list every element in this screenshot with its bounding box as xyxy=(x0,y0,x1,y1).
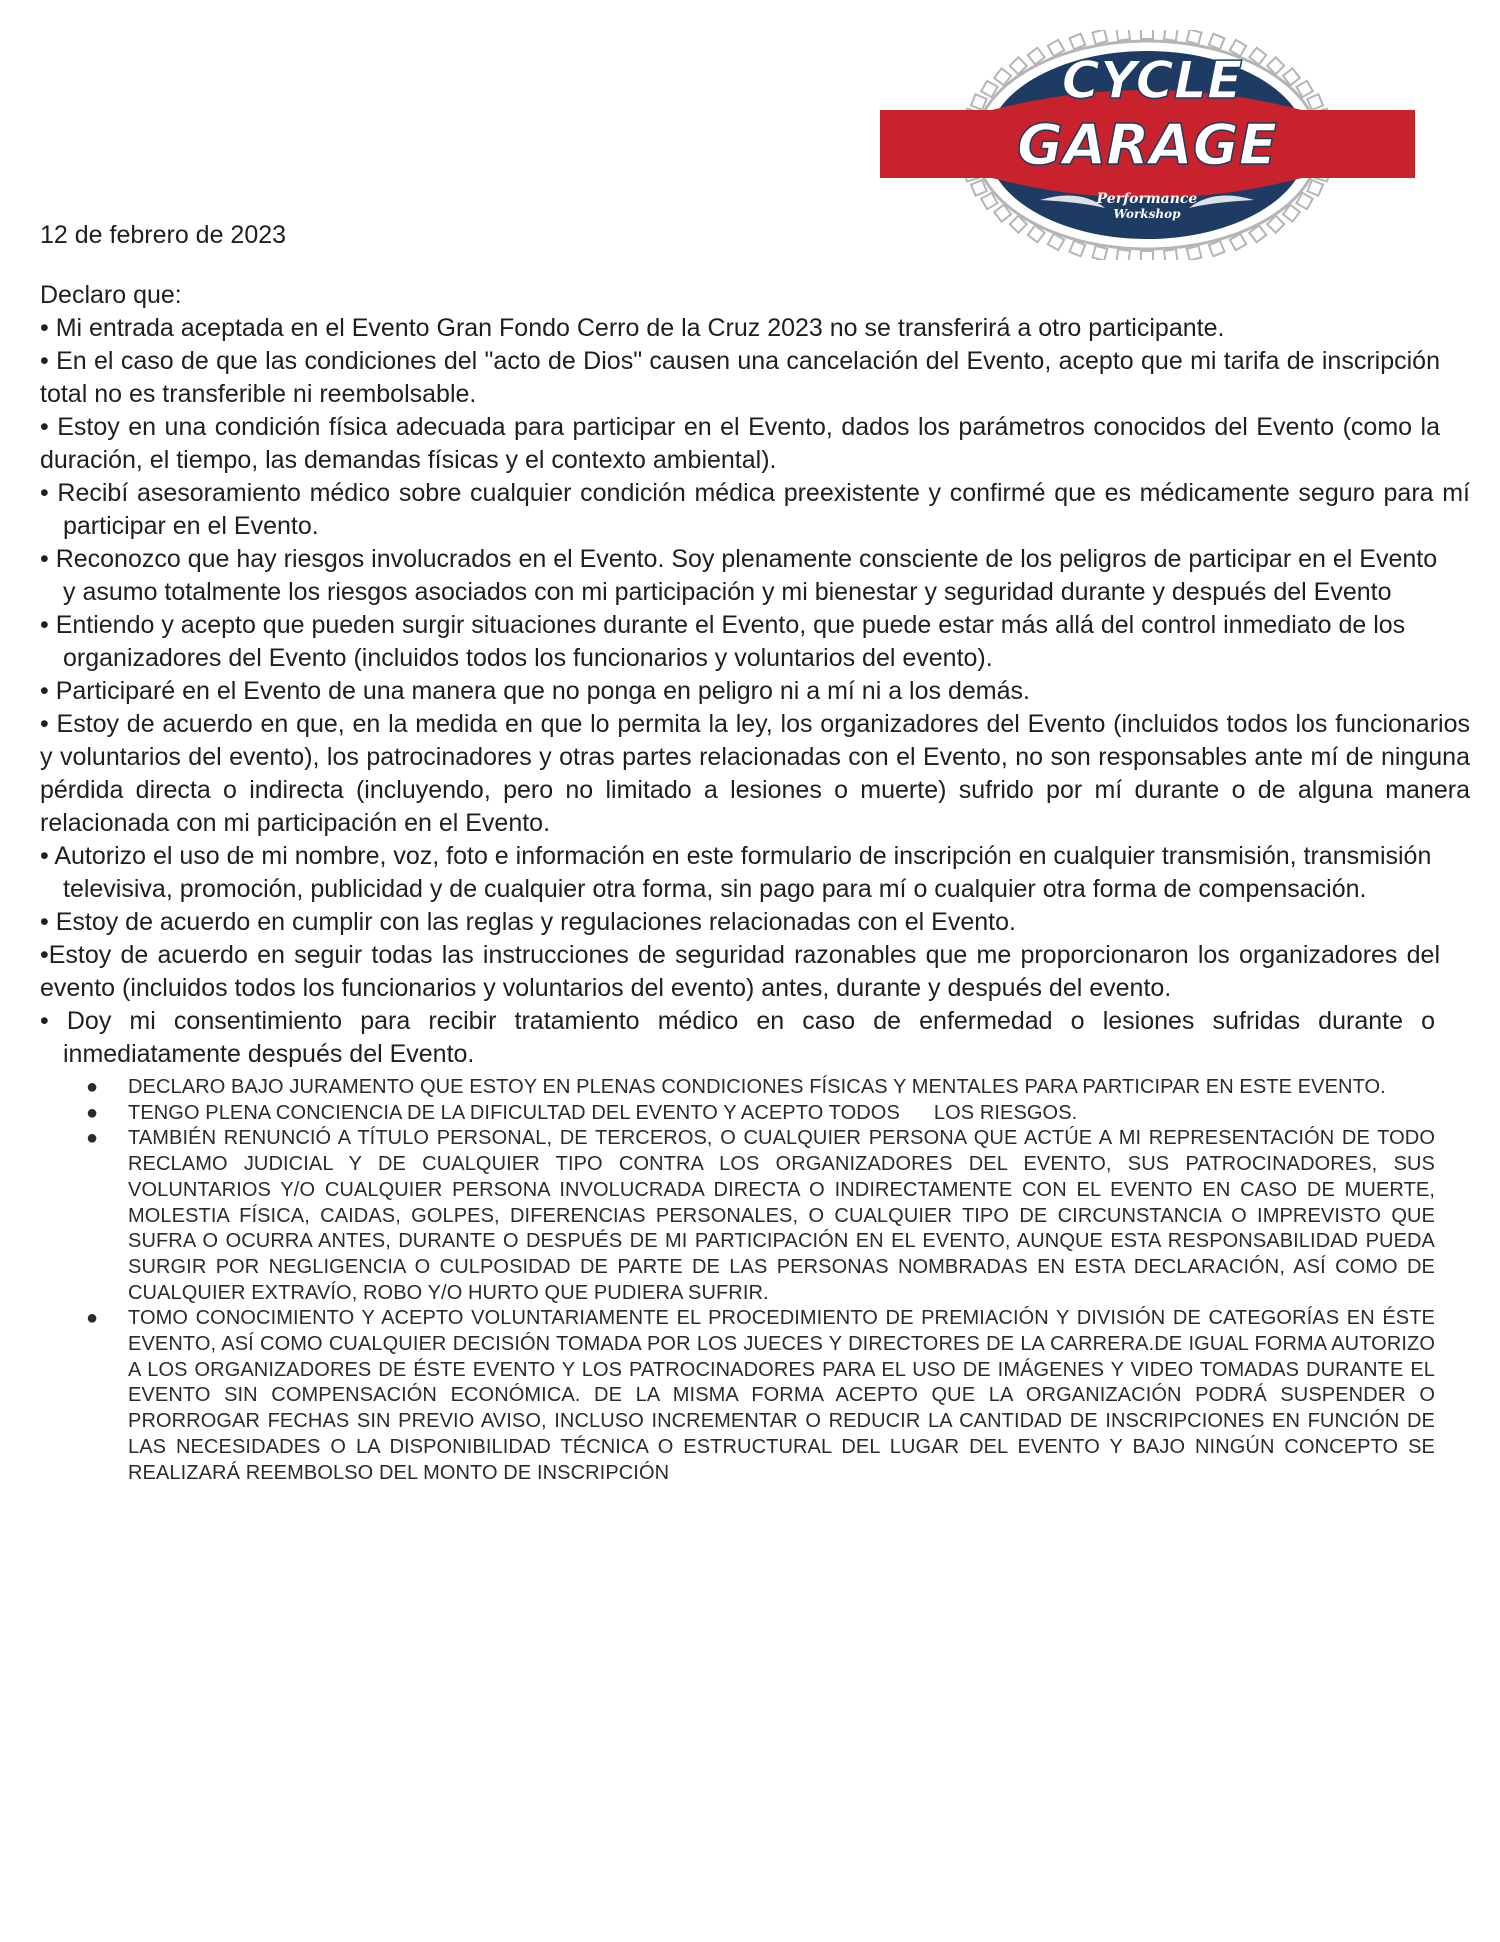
logo-line2: GARAGE xyxy=(1017,113,1277,178)
declaration-item: • Recibí asesoramiento médico sobre cualquier condición médica preexistente y confirmé que es médicamente seguro para mí participar en el Evento. xyxy=(40,479,1470,540)
gear-tooth xyxy=(971,94,987,110)
declaration-item: • Reconozco que hay riesgos involucrados en el Evento. Soy plenamente consciente de los peligros de participar en el Evento y asumo totalmente los riesgos asociados con mi participación y mi bienestar y seguridad durante y después del Evento xyxy=(40,545,1438,606)
gear-tooth xyxy=(1187,246,1202,260)
declaration-item: • Estoy de acuerdo en que, en la medida en que lo permita la ley, los organizadores del Evento (incluidos todos los funcionarios y voluntarios del evento), los patrocinadores y otras partes relacionadas con el Evento, no son responsables ante mí de ninguna pérdida directa o indirecta (incluyendo, pero no limitado a lesiones o muerte) sufrido por mí durante o de alguna manera relacionada con mi participación en el Evento. xyxy=(40,710,1470,837)
cycle-garage-logo xyxy=(880,30,1415,260)
declaration-item: • Autorizo el uso de mi nombre, voz, foto e información en este formulario de inscripción en cualquier transmisión, transmisión televisiva, promoción, publicidad y de cualquier otra forma, sin pago para mí o cualquier otra forma de compensación. xyxy=(40,842,1432,903)
declaration-body xyxy=(40,279,1470,1486)
sworn-statement-list xyxy=(40,1075,1470,1486)
gear-tooth xyxy=(1093,30,1108,44)
gear-tooth xyxy=(1117,30,1130,41)
declaration-item: • Estoy de acuerdo en cumplir con las reglas y regulaciones relacionadas con el Evento. xyxy=(40,908,1016,936)
document-date: 12 de febrero de 2023 xyxy=(40,221,287,249)
gear-tooth xyxy=(1307,180,1323,196)
gear-tooth xyxy=(971,180,987,196)
gear-tooth xyxy=(1141,30,1153,39)
logo-tagline2: Workshop xyxy=(1113,207,1181,221)
bullet-icon: ● xyxy=(86,1127,99,1150)
declaration-item: • Estoy en una condición física adecuada para participar en el Evento, dados los parámetros conocidos del Evento (como la duración, el tiempo, las demandas físicas y el contexto ambiental). xyxy=(40,413,1440,474)
declaration-item: • En el caso de que las condiciones del "acto de Dios" causen una cancelación del Evento, acepto que mi tarifa de inscripción total no es transferible ni reembolsable. xyxy=(40,347,1440,408)
declaration-item: • Participaré en el Evento de una manera que no ponga en peligro ni a mí ni a los demás. xyxy=(40,677,1030,705)
gear-tooth xyxy=(1164,249,1177,260)
bullet-icon: ● xyxy=(86,1076,99,1098)
gear-tooth xyxy=(1117,249,1130,260)
sworn-statement-item: ● TAMBIÉN RENUNCIÓ A TÍTULO PERSONAL, DE TERCEROS, O CUALQUIER PERSONA QUE ACTÚE A MI REPRESENTACIÓN DE TODO RECLAMO JUDICIAL Y DE CUALQUIER TIPO CONTRA LOS ORGANIZADORES DEL EVENTO, SUS PATROCINADORES, SUS VOLUNTARIOS Y/O CUALQUIER PERSONA INVOLUCRADA DIRECTA O INDIRECTAMENTE CON EL EVENTO EN CASO DE MUERTE, MOLESTIA FÍSICA, CAIDAS, GOLPES, DIFERENCIAS PERSONALES, O CUALQUIER TIPO DE CIRCUNSTANCIA O IMPREVISTO QUE SUFRA O OCURRA ANTES, DURANTE O DESPUÉS DE MI PARTICIPACIÓN EN EL EVENTO, AUNQUE ESTA RESPONSABILIDAD PUEDA SURGIR POR NEGLIGENCIA O CULPOSIDAD DE PARTE DE LAS PERSONAS NOMBRADAS EN ESTA DECLARACIÓN, ASÍ COMO DE CUALQUIER EXTRAVÍO, ROBO Y/O HURTO QUE PUDIERA SUFRIR. xyxy=(86,1127,1435,1304)
gear-tooth xyxy=(1141,251,1153,260)
sworn-statement-item: ● TENGO PLENA CONCIENCIA DE LA DIFICULTAD DEL EVENTO Y ACEPTO TODOS LOS RIESGOS. xyxy=(40,1101,1470,1127)
bullet-icon: ● xyxy=(86,1101,99,1124)
logo-line1: CYCLE xyxy=(1061,51,1243,111)
declaration-item: • Mi entrada aceptada en el Evento Gran Fondo Cerro de la Cruz 2023 no se transferirá a otro participante. xyxy=(40,314,1225,342)
gear-tooth xyxy=(1307,94,1323,110)
declaration-item: •Estoy de acuerdo en seguir todas las instrucciones de seguridad razonables que me proporcionaron los organizadores del evento (incluidos todos los funcionarios y voluntarios del evento) antes, durante y después del evento. xyxy=(40,941,1440,1002)
declaration-item: • Doy mi consentimiento para recibir tratamiento médico en caso de enfermedad o lesiones sufridas durante o inmediatamente después del Evento. xyxy=(40,1007,1435,1068)
gear-tooth xyxy=(1093,246,1108,260)
bullet-icon: ● xyxy=(86,1307,99,1330)
sworn-statement-item: ● TOMO CONOCIMIENTO Y ACEPTO VOLUNTARIAMENTE EL PROCEDIMIENTO DE PREMIACIÓN Y DIVISIÓN DE CATEGORÍAS EN ÉSTE EVENTO, ASÍ COMO CUALQUIER DECISIÓN TOMADA POR LOS JUECES Y DIRECTORES DE LA CARRERA.DE IGUAL FORMA AUTORIZO A LOS ORGANIZADORES DE ÉSTE EVENTO Y LOS PATROCINADORES PARA EL USO DE IMÁGENES Y VIDEO TOMADAS DURANTE EL EVENTO SIN COMPENSACIÓN ECONÓMICA. DE LA MISMA FORMA ACEPTO QUE LA ORGANIZACIÓN PODRÁ SUSPENDER O PRORROGAR FECHAS SIN PREVIO AVISO, INCLUSO INCREMENTAR O REDUCIR LA CANTIDAD DE INSCRIPCIONES EN FUNCIÓN DE LAS NECESIDADES O LA DISPONIBILIDAD TÉCNICA O ESTRUCTURAL DEL LUGAR DEL EVENTO Y BAJO NINGÚN CONCEPTO SE REALIZARÁ REEMBOLSO DEL MONTO DE INSCRIPCIÓN xyxy=(86,1307,1435,1484)
gear-tooth xyxy=(1187,30,1202,44)
declaration-item: • Entiendo y acepto que pueden surgir situaciones durante el Evento, que puede estar más allá del control inmediato de los organizadores del Evento (incluidos todos los funcionarios y voluntarios del evento). xyxy=(40,611,1406,672)
gear-tooth xyxy=(1164,30,1177,41)
logo-graphic xyxy=(880,30,1415,260)
declaration-intro: Declaro que: xyxy=(40,281,182,309)
logo-tagline1: Performance xyxy=(1096,191,1198,207)
sworn-statement-item: ● DECLARO BAJO JURAMENTO QUE ESTOY EN PLENAS CONDICIONES FÍSICAS Y MENTALES PARA PARTICIPAR EN ESTE EVENTO. xyxy=(40,1075,1470,1101)
